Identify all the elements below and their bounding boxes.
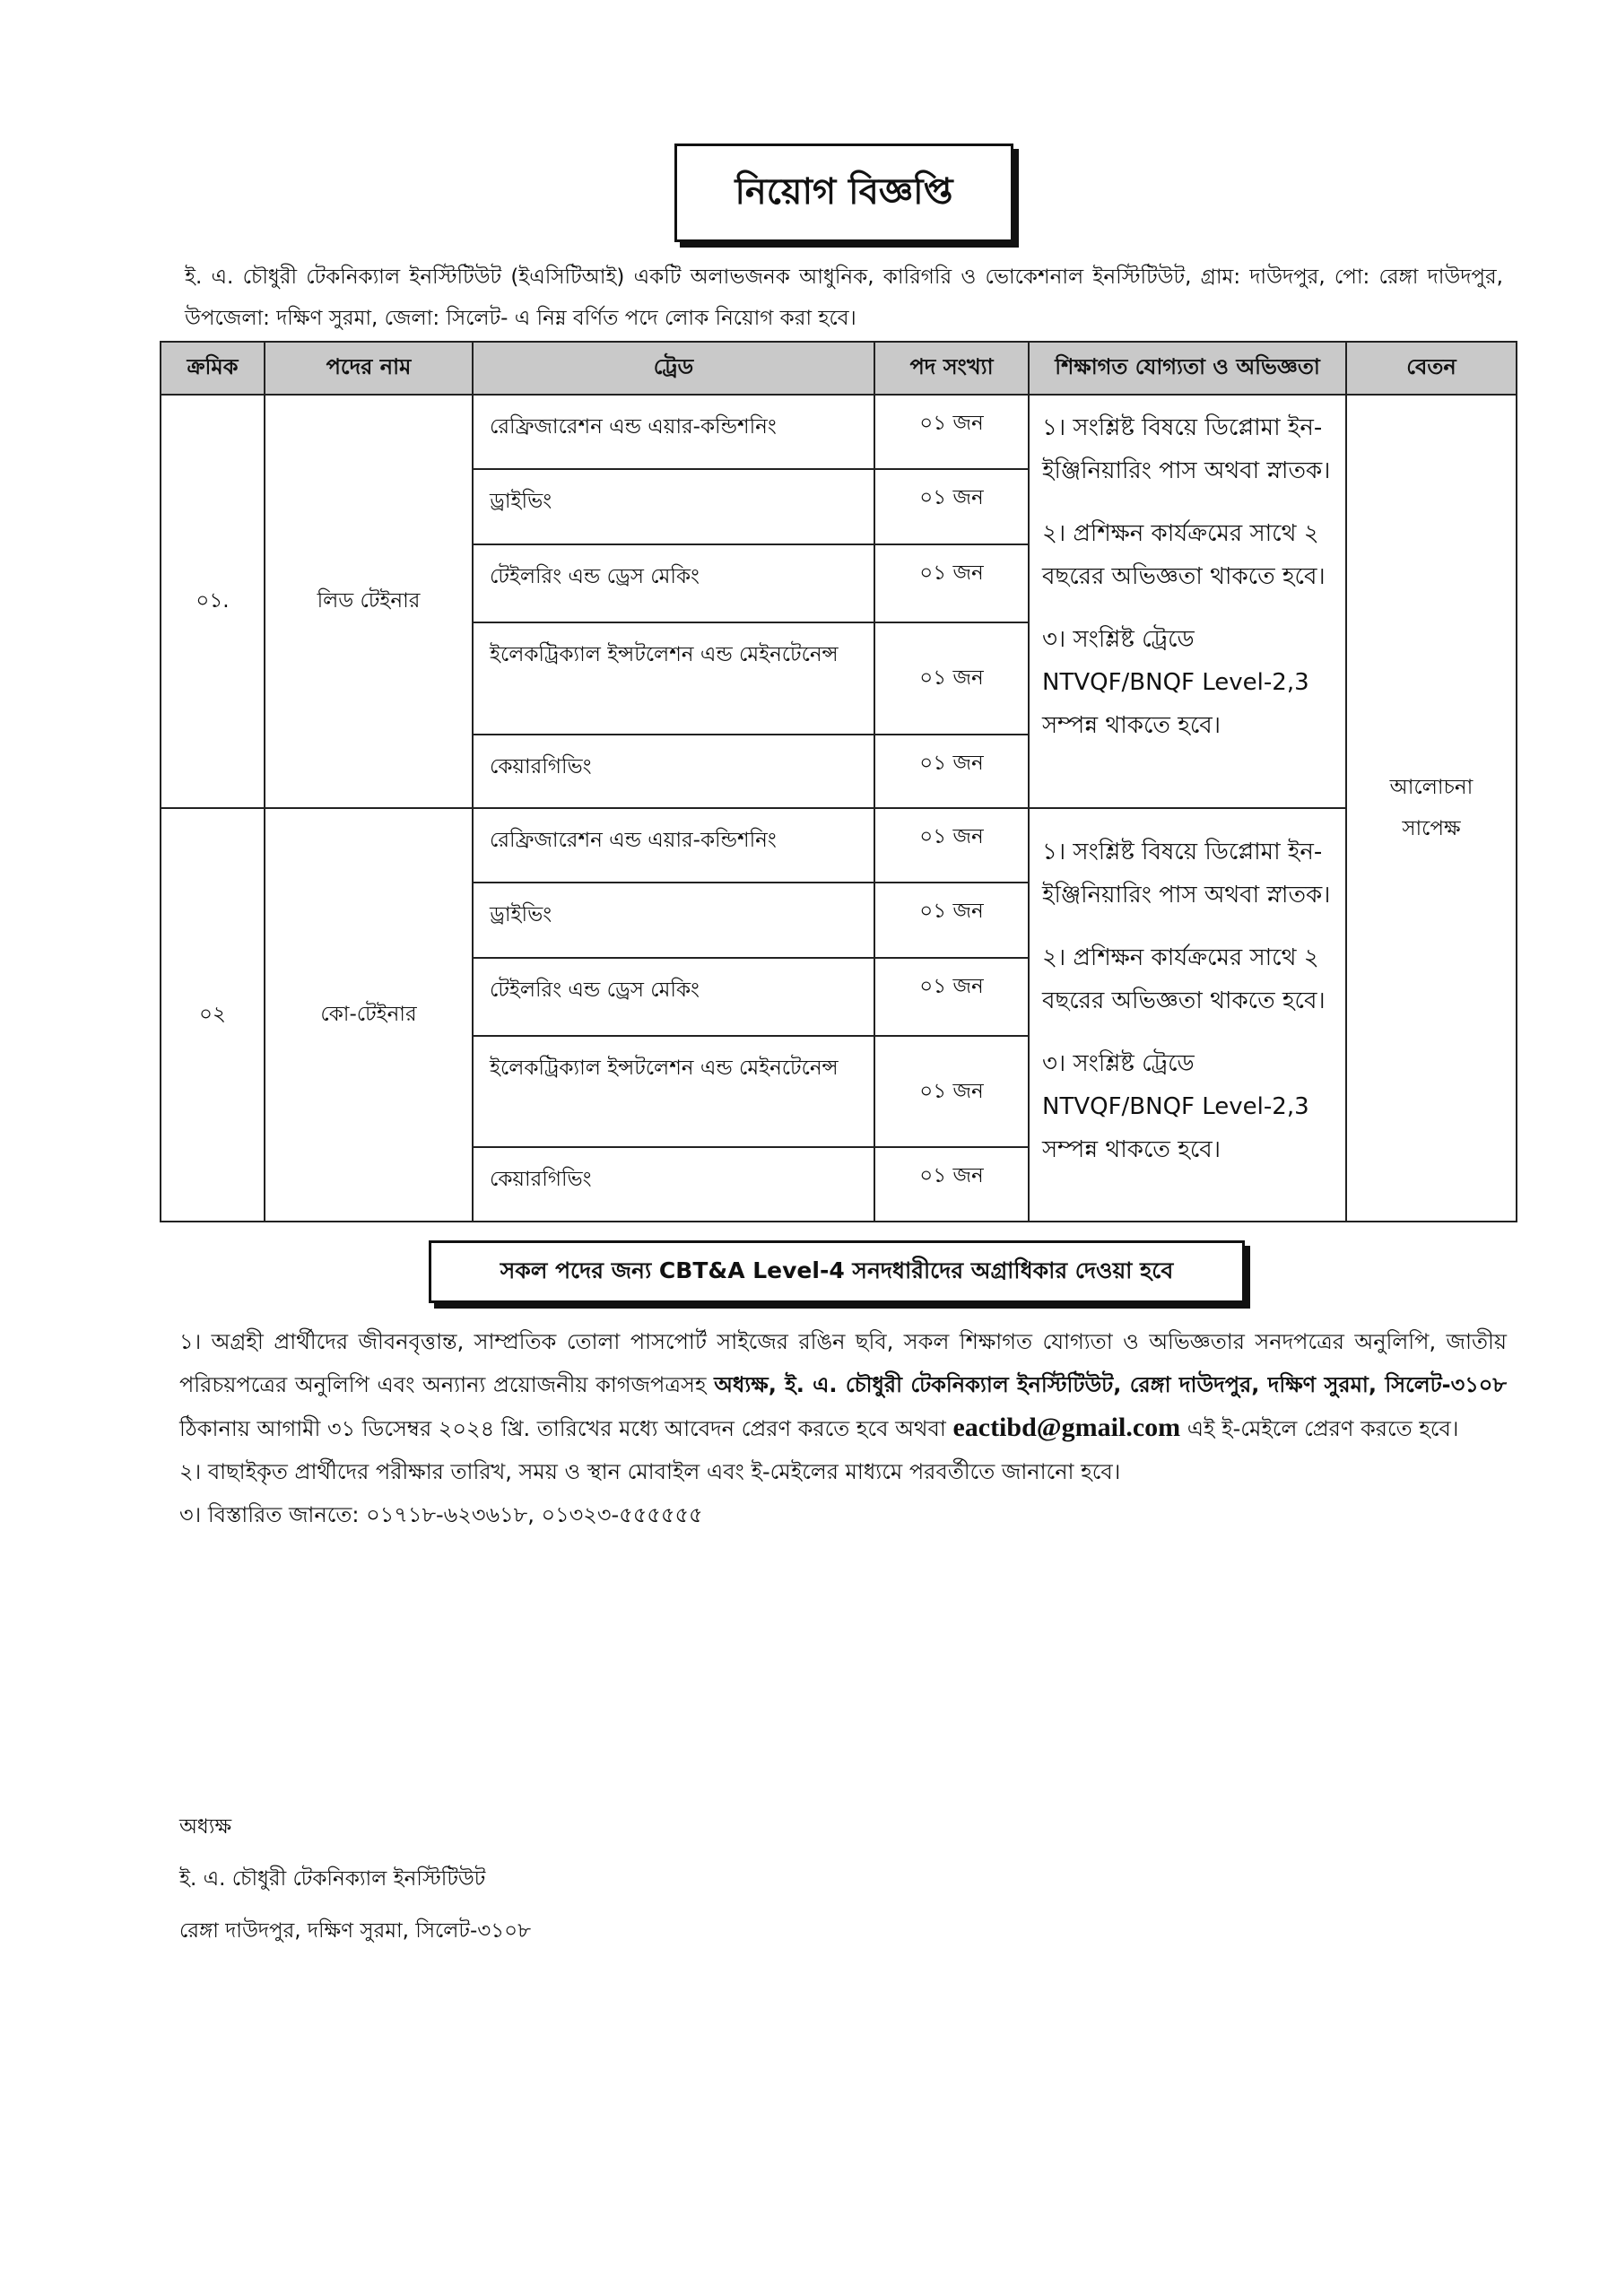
count-cell: ০১ জন [874,395,1029,468]
qualification-item: ১। সংশ্লিষ্ট বিষয়ে ডিপ্লোমা ইন-ইঞ্জিনিয়ারিং পাস অথবা স্নাতক। [1042,414,1331,485]
trade-cell: ইলেকট্রিক্যাল ইন্সটলেশন এন্ড মেইনটেনেন্স [490,1056,839,1080]
serial-cell: ০২ [161,808,265,1222]
count-cell: ০১ জন [874,1147,1029,1222]
qualification-cell [1029,395,1346,808]
trade-cell: ড্রাইভিং [490,902,552,926]
table-header-row [161,342,1517,395]
email-address[interactable]: eactibd@gmail.com [952,1413,1181,1442]
instruction-1 [179,1320,1507,1450]
signatory-institute: ই. এ. চৌধুরী টেকনিক্যাল ইনস্টিটিউট [179,1867,486,1891]
signature-block [179,1801,531,1957]
signatory-designation: অধ্যক্ষ [179,1815,232,1839]
trade-cell: টেইলরিং এন্ড ড্রেস মেকিং [490,565,700,589]
serial-cell: ০১. [161,395,265,808]
instruction-1-text: ১। অগ্রহী প্রার্থীদের জীবনবৃত্তান্ত, সাম্প্রতিক তোলা পাসপোর্ট সাইজের রঙিন ছবি, সকল শিক্ষাগত যোগ্যতা ও অভিজ্ঞতার সনদপত্রের অনুলিপি, জাতীয় পরিচয়পত্রের অনুলিপি এবং অন্যান্য প্রয়োজনীয় কাগজপত্রসহ [179,1329,1507,1397]
header-serial: ক্রমিক [161,342,265,395]
vacancy-table [160,341,1517,1222]
instruction-1-deadline: ঠিকানায় আগামী ৩১ ডিসেম্বর ২০২৪ খ্রি. তারিখের মধ্যে আবেদন প্রেরণ করতে হবে অথবা [179,1416,946,1441]
instruction-2: ২। বাছাইকৃত প্রার্থীদের পরীক্ষার তারিখ, সময় ও স্থান মোবাইল এবং ই-মেইলের মাধ্যমে পরবর্তীতে জানানো হবে। [179,1459,1121,1484]
table-row [161,808,1517,882]
application-address: অধ্যক্ষ, ই. এ. চৌধুরী টেকনিক্যাল ইনস্টিটিউট, রেঙ্গা দাউদপুর, দক্ষিণ সুরমা, সিলেট-৩১০৮ [714,1372,1507,1397]
count-cell: ০১ জন [874,958,1029,1036]
signatory-address: রেঙ্গা দাউদপুর, দক্ষিণ সুরমা, সিলেট-৩১০৮ [179,1919,532,1943]
post-cell: লিড টেইনার [265,395,473,808]
qualification-item: ১। সংশ্লিষ্ট বিষয়ে ডিপ্লোমা ইন-ইঞ্জিনিয়ারিং পাস অথবা স্নাতক। [1042,839,1331,909]
instruction-3: ৩। বিস্তারিত জানতে: ০১৭১৮-৬২৩৬১৮, ০১৩২৩-৫৫৫৫৫৫ [179,1502,703,1527]
trade-cell: রেফ্রিজারেশন এন্ড এয়ার-কন্ডিশনিং [490,829,777,853]
trade-cell: টেইলরিং এন্ড ড্রেস মেকিং [490,978,700,1003]
header-post: পদের নাম [265,342,473,395]
count-cell: ০১ জন [874,808,1029,882]
qualification-item: ৩। সংশ্লিষ্ট ট্রেডে NTVQF/BNQF Level-2,3 সম্পন্ন থাকতে হবে। [1042,626,1309,740]
instructions [179,1320,1507,1536]
header-salary: বেতন [1346,342,1517,395]
count-cell: ০১ জন [874,469,1029,545]
trade-cell: রেফ্রিজারেশন এন্ড এয়ার-কন্ডিশনিং [490,415,777,439]
instruction-1-end: এই ই-মেইলে প্রেরণ করতে হবে। [1187,1416,1459,1441]
table-row [161,395,1517,468]
header-qualification: শিক্ষাগত যোগ্যতা ও অভিজ্ঞতা [1029,342,1346,395]
count-cell: ০১ জন [874,544,1029,622]
header-count: পদ সংখ্যা [874,342,1029,395]
count-cell: ০১ জন [874,735,1029,808]
count-cell: ০১ জন [874,622,1029,735]
salary-text: আলোচনা সাপেক্ষ [1389,776,1474,841]
qualification-item: ৩। সংশ্লিষ্ট ট্রেডে NTVQF/BNQF Level-2,3 সম্পন্ন থাকতে হবে। [1042,1050,1309,1164]
salary-cell [1346,395,1517,1222]
count-cell: ০১ জন [874,1036,1029,1148]
qualification-item: ২। প্রশিক্ষন কার্যক্রমের সাথে ২ বছরের অভিজ্ঞতা থাকতে হবে। [1042,944,1326,1015]
qualification-item: ২। প্রশিক্ষন কার্যক্রমের সাথে ২ বছরের অভিজ্ঞতা থাকতে হবে। [1042,520,1326,591]
qualification-cell [1029,808,1346,1222]
header-trade: ট্রেড [473,342,874,395]
trade-cell: কেয়ারগিভিং [490,1168,592,1192]
notice-title: নিয়োগ বিজ্ঞপ্তি [674,144,1013,242]
count-cell: ০১ জন [874,883,1029,959]
trade-cell: ড্রাইভিং [490,489,552,513]
trade-cell: কেয়ারগিভিং [490,754,592,778]
trade-cell: ইলেকট্রিক্যাল ইন্সটলেশন এন্ড মেইনটেনেন্স [490,642,839,666]
post-cell: কো-টেইনার [265,808,473,1222]
priority-note: সকল পদের জন্য CBT&A Level-4 সনদধারীদের অগ্রাধিকার দেওয়া হবে [429,1240,1245,1303]
intro-paragraph: ই. এ. চৌধুরী টেকনিক্যাল ইনস্টিটিউট (ইএসিটিআই) একটি অলাভজনক আধুনিক, কারিগরি ও ভোকেশনাল ইনস্টিটিউট, গ্রাম: দাউদপুর, পো: রেঙ্গা দাউদপুর, উপজেলা: দক্ষিণ সুরমা, জেলা: সিলেট- এ নিম্ন বর্ণিত পদে লোক নিয়োগ করা হবে। [185,265,1503,330]
